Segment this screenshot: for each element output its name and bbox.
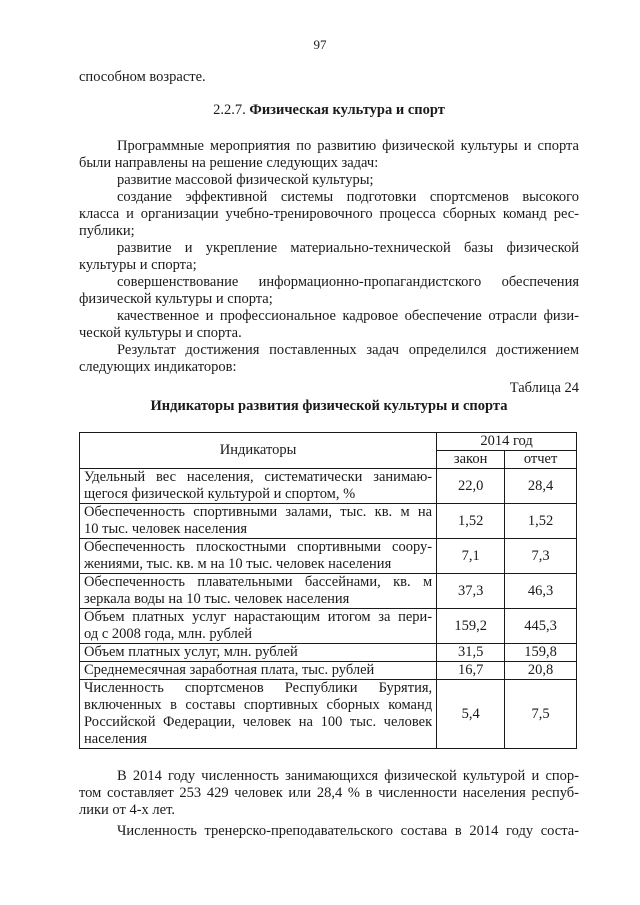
- indicator-cell: Обеспеченность плавательными бассейнами, кв. м зеркала воды на 10 тыс. человек населения: [80, 574, 437, 609]
- indicator-cell: Обеспеченность плоскостными спортивными соору- жениями, тыс. кв. м на 10 тыс. человек населения: [80, 539, 437, 574]
- task-line: физической культуры и спорта;: [79, 291, 273, 307]
- paragraph-line: том составляет 253 429 человек или 28,4 % в численности населения респуб-: [79, 785, 579, 801]
- report-value: 7,3: [505, 539, 577, 574]
- law-value: 31,5: [437, 644, 505, 662]
- paragraph-line: Программные мероприятия по развитию физической культуры и спорта: [117, 138, 579, 154]
- paragraph-line: Результат достижения поставленных задач определился достижением: [117, 342, 579, 358]
- law-value: 159,2: [437, 609, 505, 644]
- report-value: 20,8: [505, 662, 577, 680]
- indicator-cell: Объем платных услуг, млн. рублей: [80, 644, 437, 662]
- law-value: 7,1: [437, 539, 505, 574]
- header-law: закон: [437, 451, 505, 469]
- table-row: [80, 539, 577, 574]
- paragraph-line: были направлены на решение следующих задач:: [79, 155, 379, 171]
- report-value: 7,5: [505, 680, 577, 749]
- paragraph-line: В 2014 году численность занимающихся физической культурой и спор-: [117, 768, 579, 784]
- indicator-cell: Удельный вес населения, систематически занимаю- щегося физической культурой и спортом, %: [80, 469, 437, 504]
- intro-line: способном возрасте.: [79, 69, 206, 85]
- report-value: 445,3: [505, 609, 577, 644]
- task-line: развитие и укрепление материально-технической базы физической: [117, 240, 579, 256]
- header-indicators: Индикаторы: [80, 433, 437, 469]
- task-line: ческой культуры и спорта.: [79, 325, 242, 341]
- indicator-cell: Численность спортсменов Республики Бурятия, включенных в составы спортивных сборных команд Российской Федерации, человек на 100 тыс. человек населения: [80, 680, 437, 749]
- law-value: 37,3: [437, 574, 505, 609]
- indicator-cell: Среднемесячная заработная плата, тыс. рублей: [80, 662, 437, 680]
- law-value: 1,52: [437, 504, 505, 539]
- table-title: Индикаторы развития физической культуры и спорта: [150, 398, 508, 414]
- law-value: 16,7: [437, 662, 505, 680]
- table-header-row: [80, 433, 577, 451]
- task-line: развитие массовой физической культуры;: [117, 172, 374, 188]
- table-row: [80, 574, 577, 609]
- indicator-cell: Объем платных услуг нарастающим итогом за пери- од с 2008 года, млн. рублей: [80, 609, 437, 644]
- task-line: культуры и спорта;: [79, 257, 197, 273]
- paragraph-line: следующих индикаторов:: [79, 359, 237, 375]
- paragraph-line: лики от 4-х лет.: [79, 802, 175, 818]
- table-row: [80, 680, 577, 749]
- task-line: публики;: [79, 223, 135, 239]
- table-row: [80, 469, 577, 504]
- table-row: [80, 609, 577, 644]
- table-row: [80, 662, 577, 680]
- table-row: [80, 644, 577, 662]
- law-value: 22,0: [437, 469, 505, 504]
- task-line: класса и организации учебно-тренировочного процесса сборных команд рес-: [79, 206, 579, 222]
- section-heading: [79, 102, 579, 119]
- table-label: Таблица 24: [509, 380, 579, 396]
- task-line: создание эффективной системы подготовки спортсменов высокого: [117, 189, 579, 205]
- indicator-cell: Обеспеченность спортивными залами, тыс. кв. м на 10 тыс. человек населения: [80, 504, 437, 539]
- indicators-table: [79, 432, 577, 749]
- header-year: 2014 год: [437, 433, 577, 451]
- task-line: совершенствование информационно-пропагандистского обеспечения: [117, 274, 579, 290]
- section-number: 2.2.7.: [213, 102, 246, 118]
- report-value: 28,4: [505, 469, 577, 504]
- law-value: 5,4: [437, 680, 505, 749]
- report-value: 46,3: [505, 574, 577, 609]
- table-row: [80, 504, 577, 539]
- header-report: отчет: [505, 451, 577, 469]
- paragraph-line: Численность тренерско-преподавательского состава в 2014 году соста-: [117, 823, 579, 839]
- report-value: 159,8: [505, 644, 577, 662]
- section-title: Физическая культура и спорт: [249, 102, 445, 118]
- task-line: качественное и профессиональное кадровое обеспечение отрасли физи-: [117, 308, 579, 324]
- report-value: 1,52: [505, 504, 577, 539]
- page-number: 97: [313, 37, 327, 52]
